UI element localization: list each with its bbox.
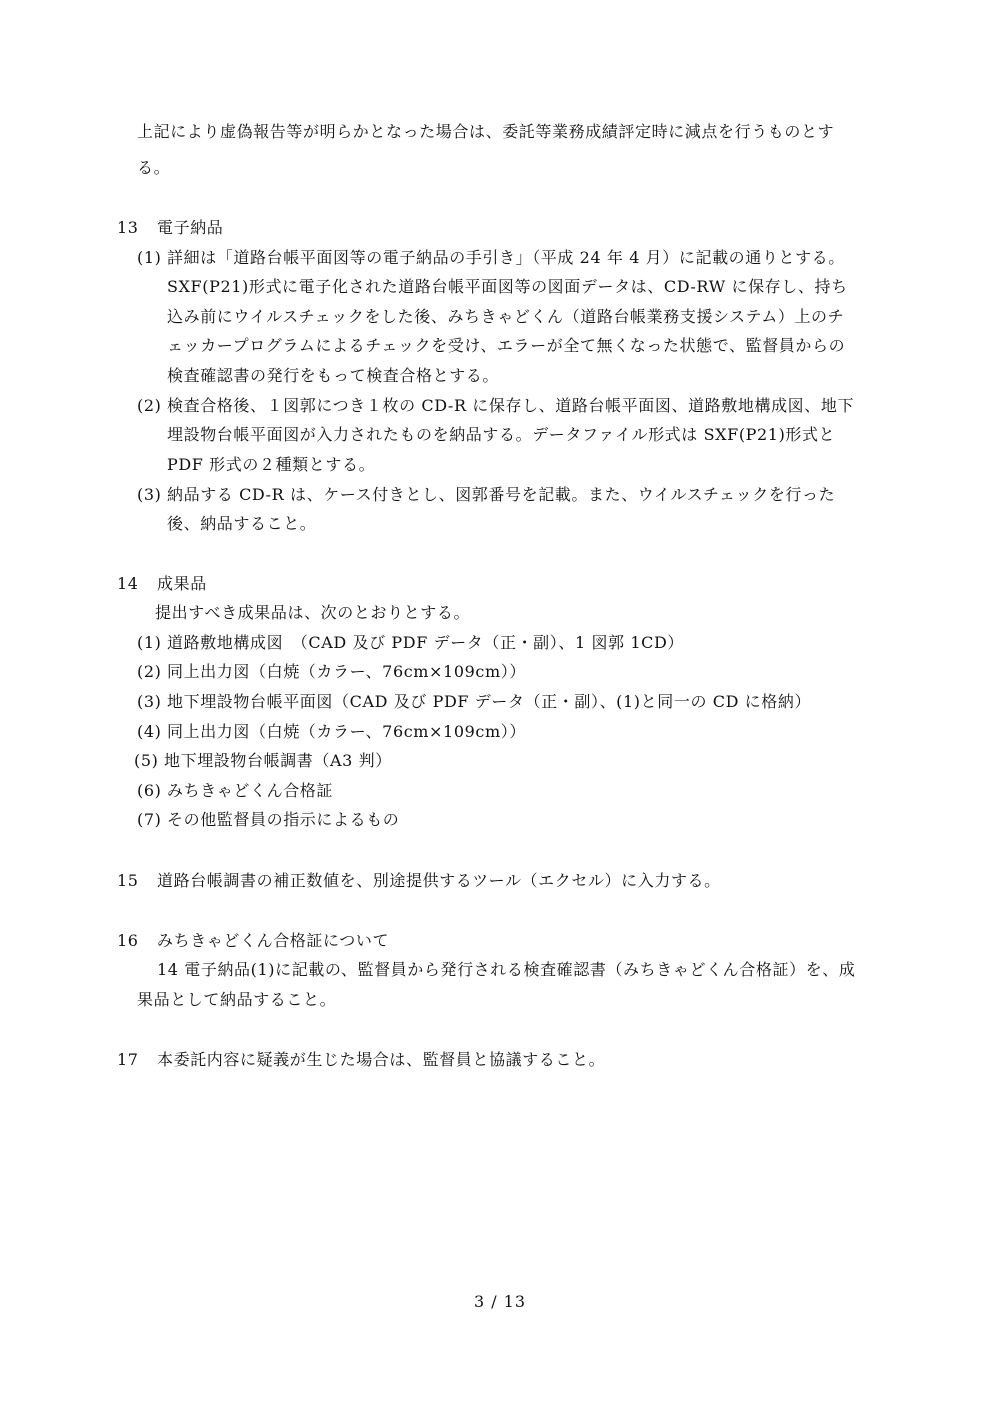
section-13-number: 13 xyxy=(117,218,139,237)
item-text: 道路敷地構成図 （CAD 及び PDF データ（正・副）、1 図郭 1CD） xyxy=(167,633,684,652)
section-17-title: 本委託内容に疑義が生じた場合は、監督員と協議すること。 xyxy=(157,1050,606,1069)
section-14-title: 成果品 xyxy=(157,574,207,593)
section-16-body-line-1: 14 電子納品(1)に記載の、監督員から発行される検査確認書（みちきゃどくん合格証）を、成 xyxy=(157,960,856,979)
section-13-item-2-line-3: PDF 形式の２種類とする。 xyxy=(167,455,376,474)
section-13-item-2-line-2: 埋設物台帳平面図が入力されたものを納品する。データファイル形式は SXF(P21)形式と xyxy=(167,425,836,444)
section-13-item-3-line-2: 後、納品すること。 xyxy=(167,514,317,533)
item-marker: (5) xyxy=(134,751,159,770)
section-16-title: みちきゃどくん合格証について xyxy=(157,931,390,950)
section-13-item-1-line-1: 詳細は「道路台帳平面図等の電子納品の手引き」（平成 24 年 4 月）に記載の通りとする。 xyxy=(167,248,845,267)
item-marker: (3) xyxy=(137,692,162,711)
item-text: 地下埋設物台帳平面図（CAD 及び PDF データ（正・副）、(1)と同一の CD に格納） xyxy=(167,692,812,711)
section-15-number: 15 xyxy=(117,871,139,890)
section-13-heading xyxy=(117,218,223,238)
item-text: 同上出力図（白焼（カラー、76cm×109cm）） xyxy=(167,662,526,681)
section-14-number: 14 xyxy=(117,574,139,593)
section-13-item-2-marker: (2) xyxy=(137,396,162,415)
section-17-heading xyxy=(117,1050,605,1070)
section-14-item-7 xyxy=(137,810,399,830)
section-13-item-2-line-1: 検査合格後、１図郭につき１枚の CD-R に保存し、道路台帳平面図、道路敷地構成図、地下 xyxy=(167,396,855,415)
section-15-heading xyxy=(117,871,721,891)
section-14-item-6 xyxy=(137,781,333,801)
item-marker: (1) xyxy=(137,633,162,652)
intro-line-1: 上記により虚偽報告等が明らかとなった場合は、委託等業務成績評定時に減点を行うものとす xyxy=(137,122,835,141)
section-14-item-5 xyxy=(134,751,392,771)
section-16-heading xyxy=(117,931,389,951)
section-13-item-1-line-4: ェッカープログラムによるチェックを受け、エラーが全て無くなった状態で、監督員からの xyxy=(167,336,846,355)
item-text: 地下埋設物台帳調書（A3 判） xyxy=(164,751,392,770)
section-15-title: 道路台帳調書の補正数値を、別途提供するツール（エクセル）に入力する。 xyxy=(157,871,721,890)
section-13-item-1-line-3: 込み前にウイルスチェックをした後、みちきゃどくん（道路台帳業務支援システム）上のチ xyxy=(167,307,845,326)
section-13-item-3-line-1: 納品する CD-R は、ケース付きとし、図郭番号を記載。また、ウイルスチェックを行った xyxy=(167,485,836,504)
section-13-item-1-line-2: SXF(P21)形式に電子化された道路台帳平面図等の図面データは、CD-RW に保存し、持ち xyxy=(167,277,848,296)
section-14-item-1 xyxy=(137,633,684,653)
item-marker: (7) xyxy=(137,810,162,829)
section-13-item-1-line-5: 検査確認書の発行をもって検査合格とする。 xyxy=(167,366,500,385)
section-13-item-3-marker: (3) xyxy=(137,485,162,504)
item-marker: (4) xyxy=(137,722,162,741)
item-text: その他監督員の指示によるもの xyxy=(167,810,400,829)
section-14-lead: 提出すべき成果品は、次のとおりとする。 xyxy=(155,603,471,622)
section-13-title: 電子納品 xyxy=(157,218,224,237)
item-text: みちきゃどくん合格証 xyxy=(167,781,334,800)
page-number: 3 / 13 xyxy=(473,1292,527,1311)
item-text: 同上出力図（白焼（カラー、76cm×109cm）） xyxy=(167,722,526,741)
item-marker: (2) xyxy=(137,662,162,681)
section-13-item-1-marker: (1) xyxy=(137,248,162,267)
intro-line-2: る。 xyxy=(137,158,171,177)
section-16-body-line-2: 果品として納品すること。 xyxy=(137,990,337,1009)
section-14-heading xyxy=(117,574,207,594)
section-14-item-3 xyxy=(137,692,811,712)
section-14-item-2 xyxy=(137,662,526,682)
section-17-number: 17 xyxy=(117,1050,139,1069)
section-14-item-4 xyxy=(137,722,526,742)
item-marker: (6) xyxy=(137,781,162,800)
section-16-number: 16 xyxy=(117,931,139,950)
